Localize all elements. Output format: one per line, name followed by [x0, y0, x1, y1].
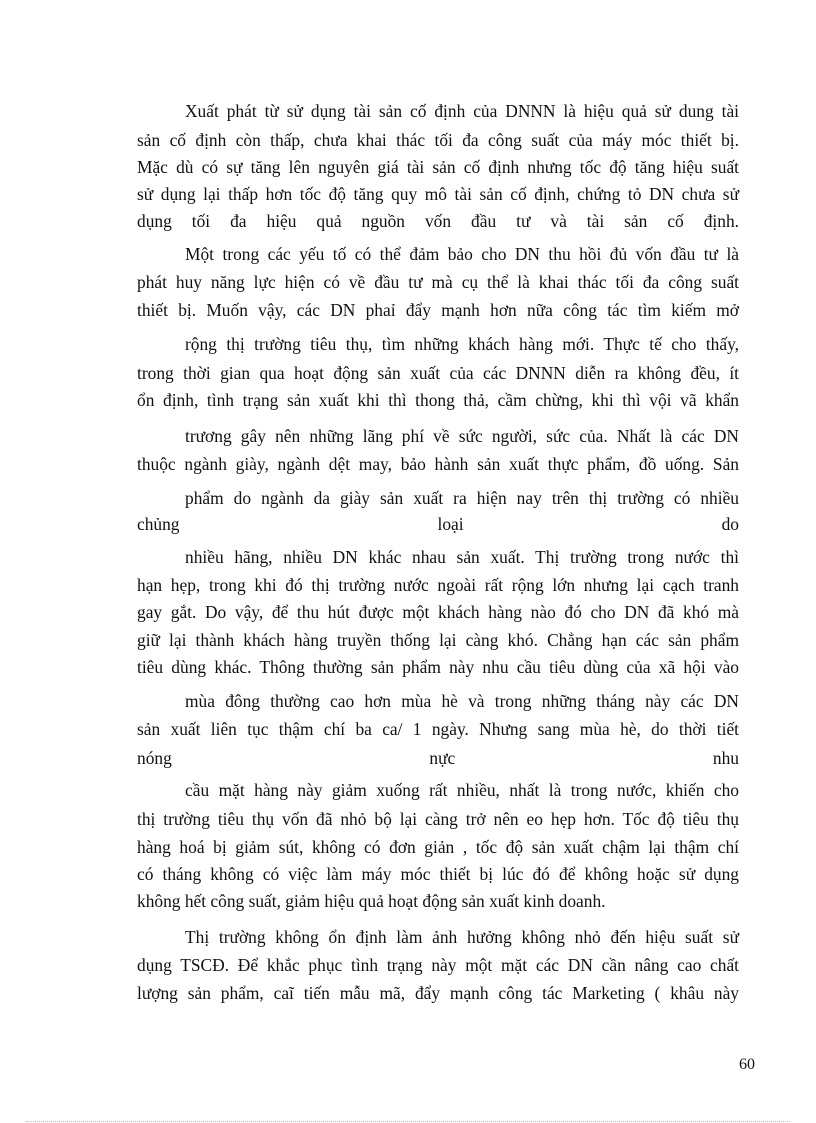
- text-line: phát huy năng lực hiện có về đầu tư mà cụ thể là khai thác tối đa công suất: [137, 272, 739, 292]
- text-line: nhiều hãng, nhiều DN khác nhau sản xuất. Thị trường trong nước thì: [185, 547, 739, 567]
- text-line: trương gây nên những lãng phí về sức người, sức của. Nhất là các DN: [185, 426, 739, 446]
- text-line: lượng sản phẩm, caĩ tiến mẫu mã, đẩy mạnh công tác Marketing ( khâu này: [137, 983, 739, 1003]
- text-line: Mặc dù có sự tăng lên nguyên giá tài sản cố định nhưng tốc độ tăng hiệu suất: [137, 157, 739, 177]
- page-number: 60: [739, 1056, 755, 1073]
- text-line: trong thời gian qua hoạt động sản xuất của các DNNN diễn ra không đều, ít: [137, 363, 739, 383]
- text-line: dụng tối đa hiệu quả nguồn vốn đầu tư và tài sản cố định.: [137, 211, 739, 231]
- text-line: không hết công suất, giảm hiệu quả hoạt động sản xuất kinh doanh.: [137, 891, 606, 911]
- text-line: chủng loại do: [137, 514, 739, 534]
- text-line: ổn định, tình trạng sản xuất khi thì thong thả, cầm chừng, khi thì vội vã khẩn: [137, 390, 739, 410]
- text-line: có tháng không có việc làm máy móc thiết bị lúc đó để không hoặc sử dụng: [137, 864, 739, 884]
- text-line: Xuất phát từ sử dụng tài sản cố định của DNNN là hiệu quả sử dung tài: [185, 101, 739, 121]
- text-line: giữ lại thành khách hàng truyền thống lại càng khó. Chẳng hạn các sản phẩm: [137, 630, 739, 650]
- text-line: sử dụng lại thấp hơn tốc độ tăng quy mô tài sản cố định, chứng tỏ DN chưa sử: [137, 184, 739, 204]
- text-line: thuộc ngành giày, ngành dệt may, bảo hành sản xuất thực phẩm, đồ uống. Sản: [137, 454, 739, 474]
- text-line: hàng hoá bị giảm sút, không có đơn giản , tốc độ sản xuất chậm lại thậm chí: [137, 837, 739, 857]
- text-line: sản cố định còn thấp, chưa khai thác tối đa công suất của máy móc thiết bị.: [137, 130, 739, 150]
- text-line: rộng thị trường tiêu thụ, tìm những khách hàng mới. Thực tế cho thấy,: [185, 334, 739, 354]
- text-line: nóng nực nhu: [137, 748, 739, 768]
- text-line: hạn hẹp, trong khi đó thị trường nước ngoài rất rộng lớn nhưng lại cạch tranh: [137, 575, 739, 595]
- text-line: Một trong các yếu tố có thể đảm bảo cho DN thu hồi đủ vốn đầu tư là: [185, 244, 739, 264]
- text-line: sản xuất liên tục thậm chí ba ca/ 1 ngày. Nhưng sang mùa hè, do thời tiết: [137, 719, 739, 739]
- text-line: phẩm do ngành da giày sản xuất ra hiện nay trên thị trường có nhiều: [185, 488, 739, 508]
- text-line: tiêu dùng khác. Thông thường sản phẩm này nhu cầu tiêu dùng của xã hội vào: [137, 657, 739, 677]
- text-line: cầu mặt hàng này giảm xuống rất nhiều, nhất là trong nước, khiến cho: [185, 780, 739, 800]
- text-line: thiết bị. Muốn vậy, các DN phaỉ đẩy mạnh hơn nữa công tác tìm kiếm mở: [137, 300, 739, 320]
- text-line: gay gắt. Do vậy, để thu hút được một khách hàng nào đó cho DN đã khó mà: [137, 602, 739, 622]
- text-line: mùa đông thường cao hơn mùa hè và trong những tháng này các DN: [185, 691, 739, 711]
- page-bottom-rule: [26, 1121, 790, 1122]
- text-line: thị trường tiêu thụ vốn đã nhỏ bộ lại càng trở nên eo hẹp hơn. Tốc độ tiêu thụ: [137, 809, 739, 829]
- text-line: Thị trường không ổn định làm ảnh hưởng không nhỏ đến hiệu suất sử: [185, 927, 739, 947]
- text-line: dụng TSCĐ. Để khắc phục tình trạng này một mặt các DN cần nâng cao chất: [137, 955, 739, 975]
